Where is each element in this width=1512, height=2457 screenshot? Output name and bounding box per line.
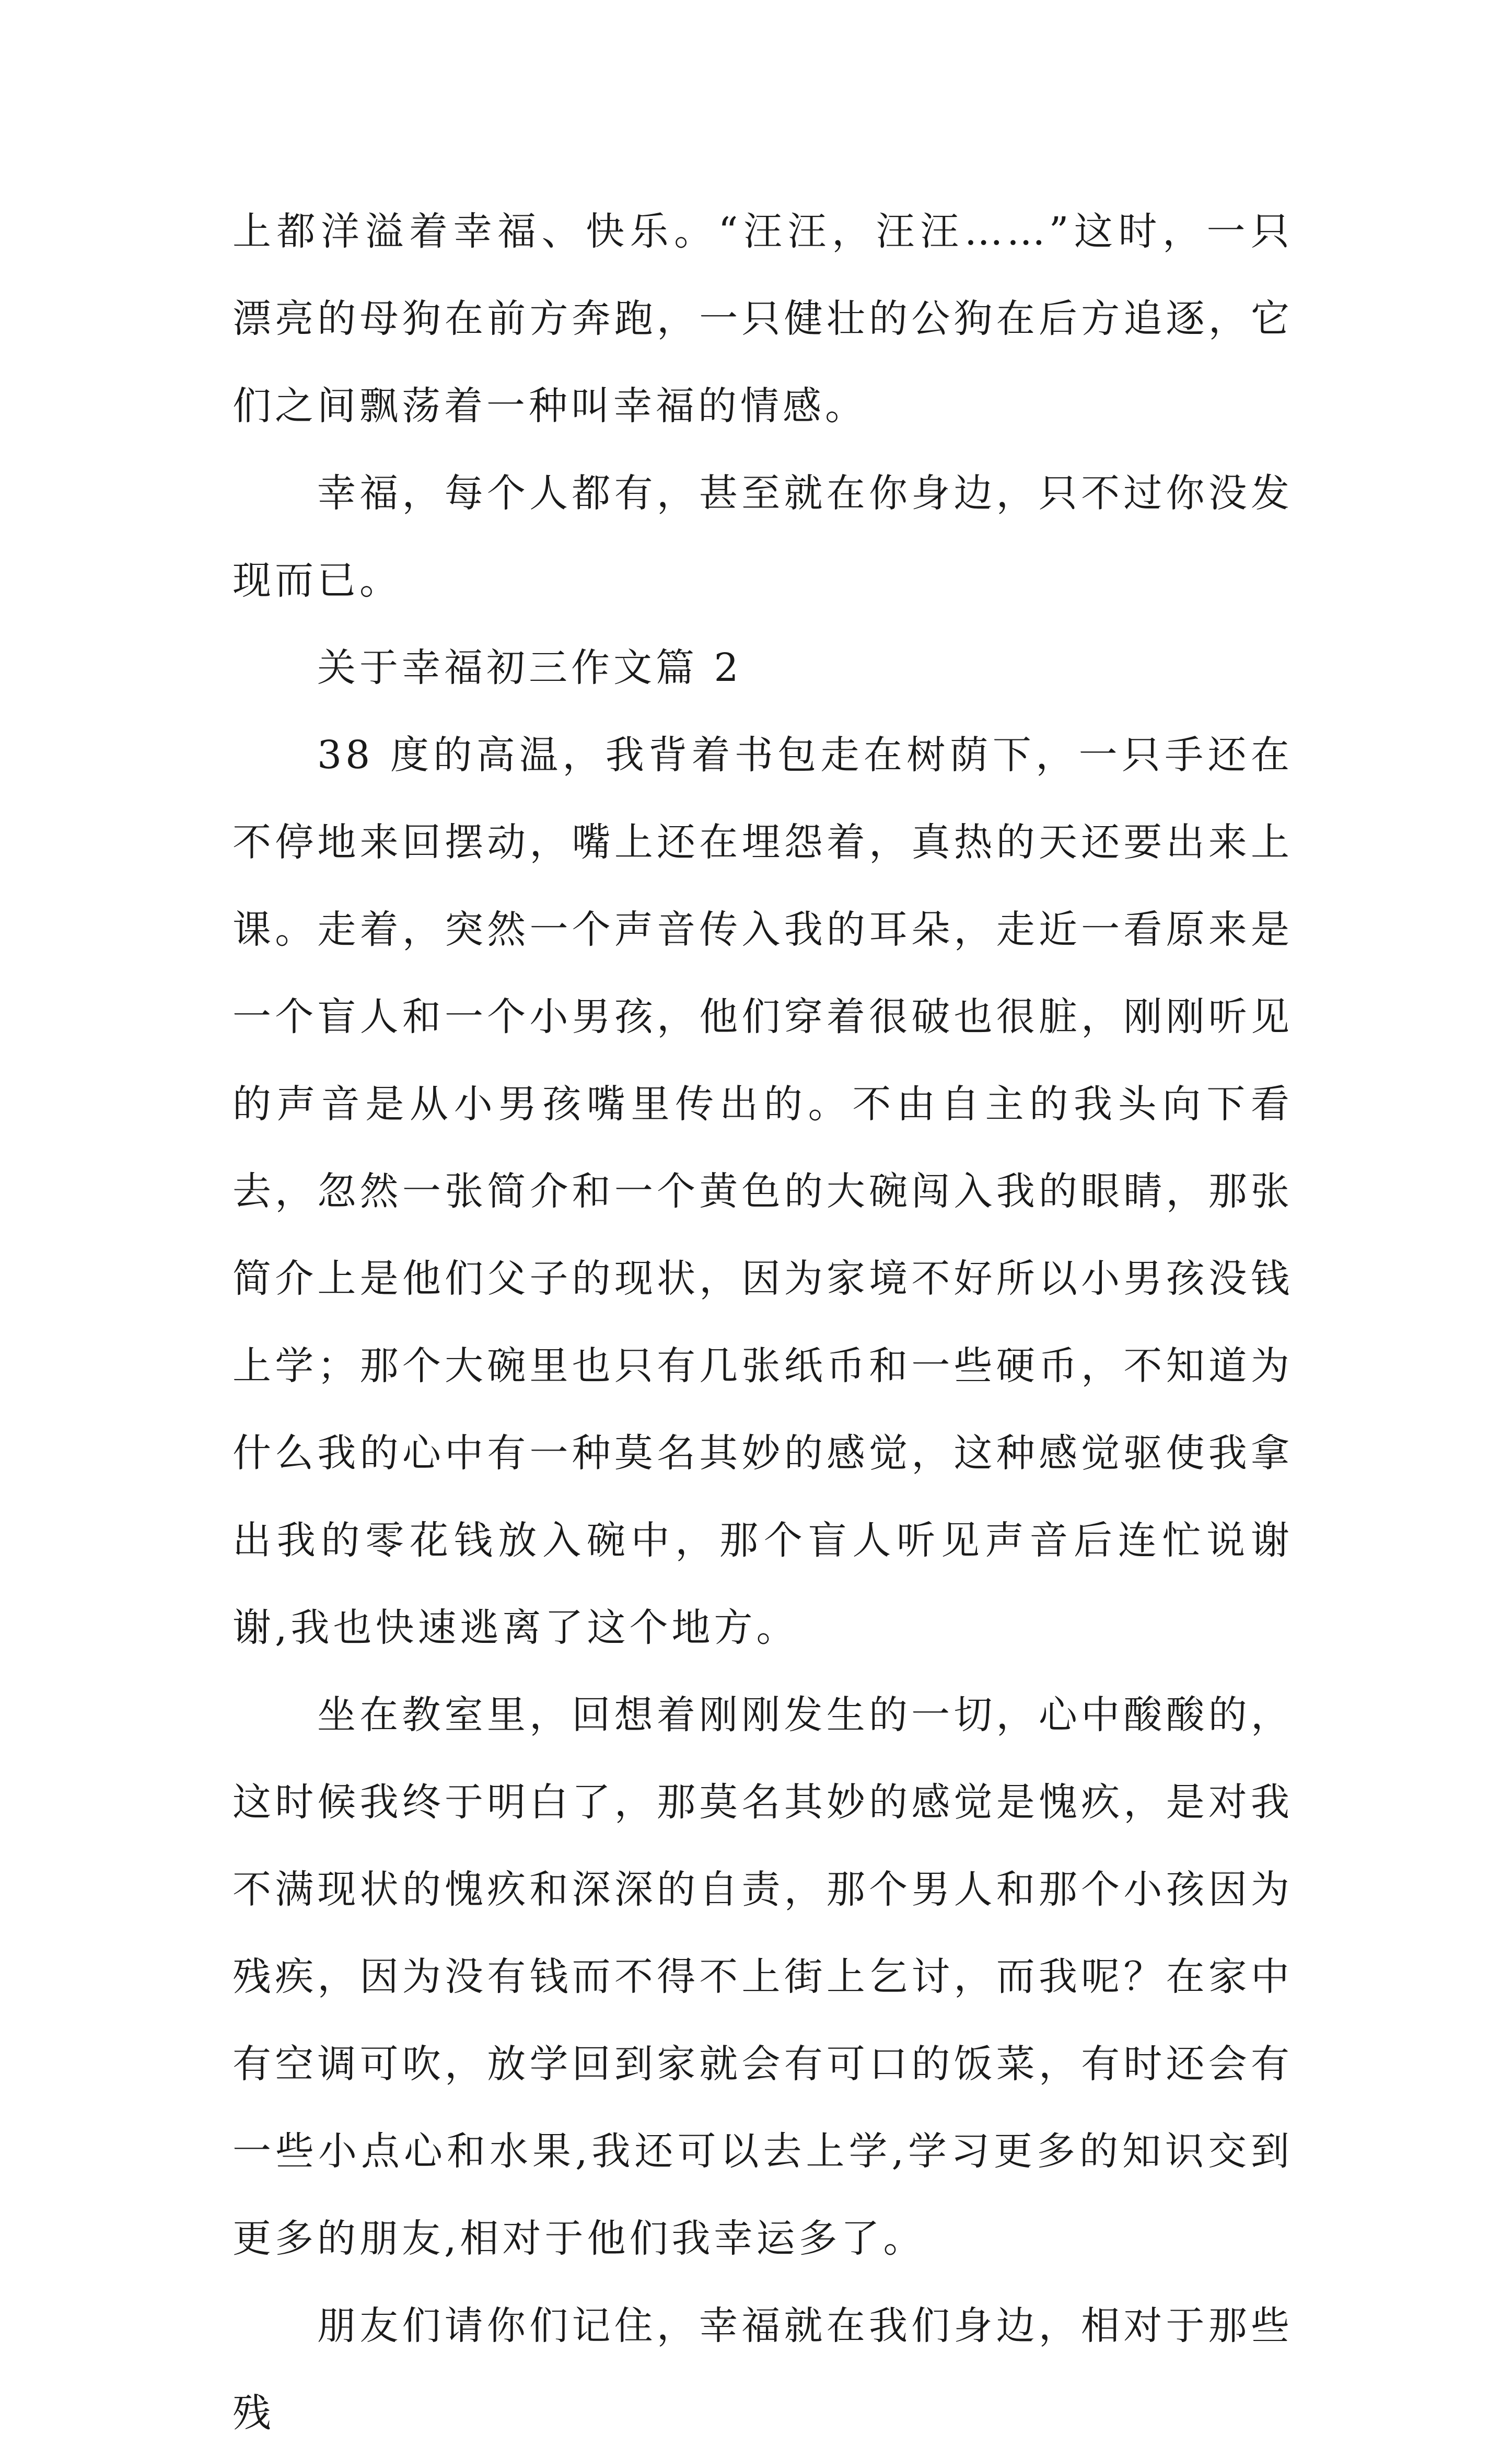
paragraph-happiness-everyone: 幸福，每个人都有，甚至就在你身边，只不过你没发现而已。 [232,471,1293,603]
paragraph-classroom: 坐在教室里，回想着刚刚发生的一切，心中酸酸的，这时候我终于明白了，那莫名其妙的感觉是愧疚，是对我不满现状的愧疚和深深的自责，那个男人和那个小孩因为残疾，因为没有钱而不得不上街上乞讨，而我呢？在家中有空调可吹，放学回到家就会有可口的饭菜，有时还会有一些小点心和水果,我还可以去上学,学习更多的知识交到更多的朋友,相对于他们我幸运多了。 [232,1693,1293,2261]
paragraph-friends: 朋友们请你们记住，幸福就在我们身边，相对于那些残 [232,2303,1293,2436]
essay-text [232,188,1293,2457]
paragraph-continuation: 上都洋溢着幸福、快乐。“汪汪，汪汪……”这时，一只漂亮的母狗在前方奔跑，一只健壮的公狗在后方追逐，它们之间飘荡着一种叫幸福的情感。 [232,209,1293,428]
essay-heading: 关于幸福初三作文篇 2 [317,645,742,690]
paragraph-blind-man: 38 度的高温，我背着书包走在树荫下，一只手还在不停地来回摆动，嘴上还在埋怨着，真热的天还要出来上课。走着，突然一个声音传入我的耳朵，走近一看原来是一个盲人和一个小男孩，他们穿着很破也很脏，刚刚听见的声音是从小男孩嘴里传出的。不由自主的我头向下看去，忽然一张简介和一个黄色的大碗闯入我的眼睛，那张简介上是他们父子的现状，因为家境不好所以小男孩没钱上学；那个大碗里也只有几张纸币和一些硬币，不知道为什么我的心中有一种莫名其妙的感觉，这种感觉驱使我拿出我的零花钱放入碗中，那个盲人听见声音后连忙说谢谢,我也快速逃离了这个地方。 [232,733,1293,1650]
